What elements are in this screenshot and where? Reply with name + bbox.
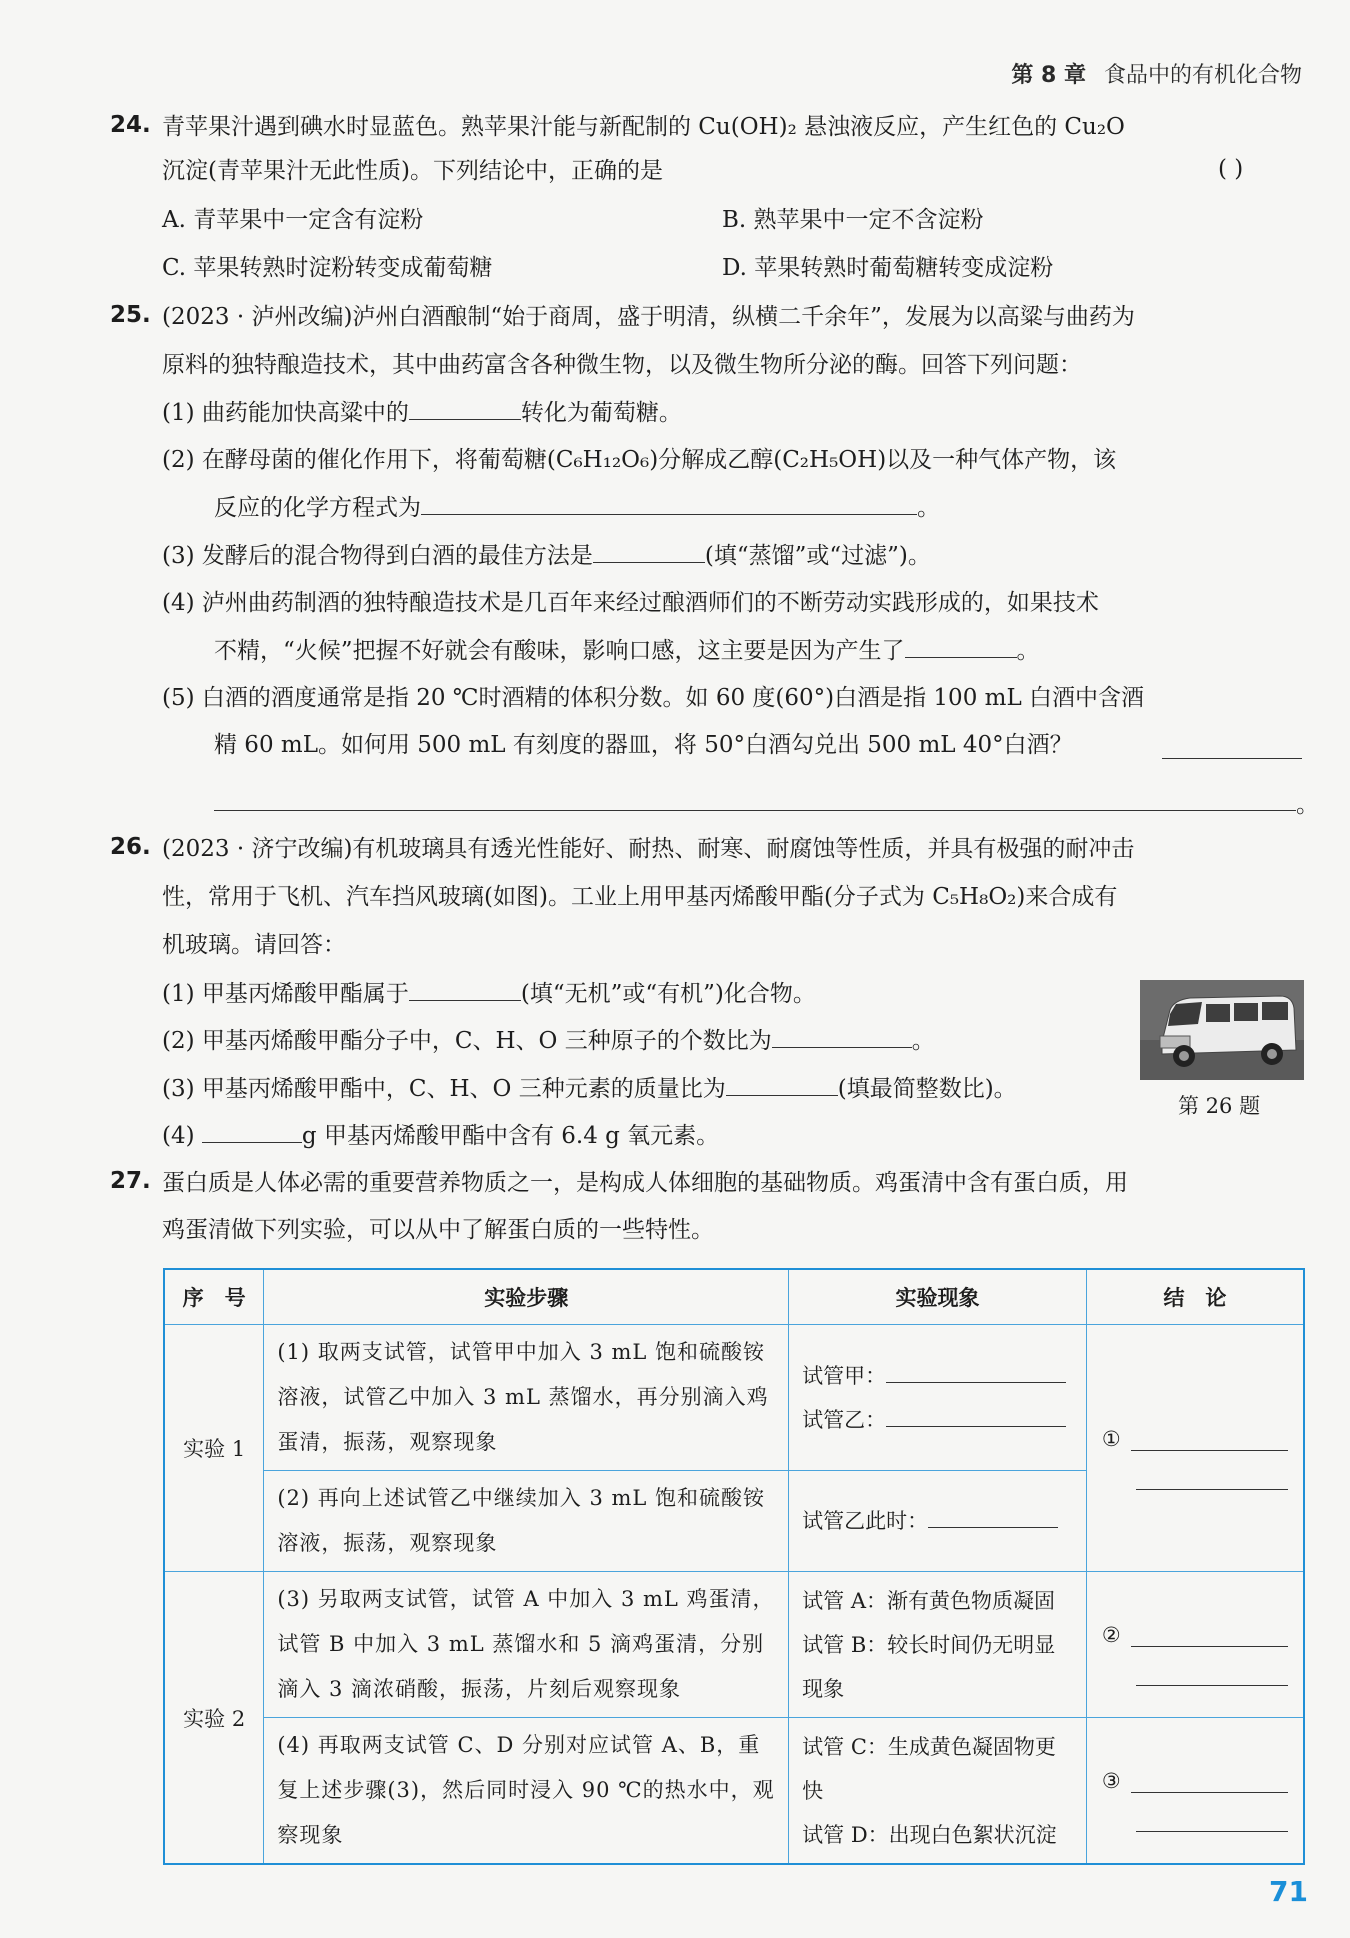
q24-answer-paren: ( ) <box>1218 156 1244 182</box>
exp1-label: 实验 1 <box>164 1325 264 1572</box>
q26-stem-line3: 机玻璃。请回答： <box>162 932 346 958</box>
q25-part5-period: 。 <box>1296 792 1319 818</box>
conclusion-2-blank-2[interactable] <box>1136 1661 1288 1686</box>
question-27-number: 27. <box>110 1168 151 1194</box>
q25-part3-text-a: (3) 发酵后的混合物得到白酒的最佳方法是 <box>162 543 593 569</box>
conclusion-2-blank[interactable] <box>1131 1622 1288 1647</box>
q25-part1-text-b: 转化为葡萄糖。 <box>520 400 682 426</box>
experiment-table <box>163 1268 1305 1865</box>
col-header-number: 序 号 <box>164 1269 264 1325</box>
q25-part2-blank[interactable] <box>421 492 917 515</box>
running-header <box>1011 58 1302 89</box>
q25-part5-blank-2[interactable] <box>214 810 1296 811</box>
step-4-text: (4) 再取两支试管 C、D 分别对应试管 A、B，重复上述步骤(3)，然后同时浸入 90 ℃的热水中，观察现象 <box>277 1733 775 1847</box>
chapter-title: 食品中的有机化合物 <box>1103 63 1302 88</box>
q26-part1-blank[interactable] <box>409 978 521 1001</box>
conclusion-3-marker: ③ <box>1101 1769 1121 1793</box>
col-header-conclusion: 结 论 <box>1086 1269 1304 1325</box>
q26-part4-blank[interactable] <box>202 1120 302 1143</box>
q25-part4-blank[interactable] <box>905 635 1017 658</box>
q25-part3 <box>162 540 931 571</box>
q25-part4-line2 <box>214 635 1040 666</box>
q26-part3-text-b: (填最简整数比)。 <box>837 1076 1017 1102</box>
obs-tube-yi-label: 试管乙： <box>802 1407 887 1432</box>
q24-stem-line2: 沉淀(青苹果汁无此性质)。下列结论中，正确的是 <box>162 158 663 184</box>
obs-tube-jia-blank[interactable] <box>886 1360 1066 1383</box>
question-25-number: 25. <box>110 302 151 328</box>
q25-part1 <box>162 397 682 428</box>
q25-part2-line2 <box>214 492 940 523</box>
page-number: 71 <box>1269 1875 1308 1908</box>
obs-tube-yi-now-label: 试管乙此时： <box>802 1509 929 1533</box>
obs-tube-c: 试管 C：生成黄色凝固物更快 <box>802 1734 1056 1803</box>
conclusion-1-marker: ① <box>1101 1426 1121 1451</box>
q26-part3-blank[interactable] <box>726 1073 838 1096</box>
q26-part2-text-b: 。 <box>911 1028 935 1054</box>
conclusion-3-blank-2[interactable] <box>1136 1807 1288 1832</box>
q24-option-b: B. 熟苹果中一定不含淀粉 <box>722 207 984 233</box>
step-1-text: (1) 取两支试管，试管甲中加入 3 mL 饱和硫酸铵溶液，试管乙中加入 3 mL 蒸馏水，再分别滴入鸡蛋清，振荡，观察现象 <box>277 1340 769 1454</box>
q24-option-a: A. 青苹果中一定含有淀粉 <box>162 207 424 233</box>
conclusion-3-blank[interactable] <box>1131 1768 1288 1793</box>
q24-stem-line1: 青苹果汁遇到碘水时显蓝色。熟苹果汁能与新配制的 Cu(OH)₂ 悬浊液反应，产生红色的 Cu₂O <box>162 114 1125 140</box>
q26-part4-text-a: (4) <box>162 1123 195 1149</box>
table-row <box>164 1572 1304 1718</box>
q27-stem-line1: 蛋白质是人体必需的重要营养物质之一，是构成人体细胞的基础物质。鸡蛋清中含有蛋白质，用 <box>162 1170 1128 1196</box>
col-header-steps: 实验步骤 <box>264 1269 789 1325</box>
q25-part2-text: 反应的化学方程式为 <box>214 495 421 521</box>
q26-part3 <box>162 1073 1017 1104</box>
obs-tube-yi-blank[interactable] <box>886 1404 1066 1427</box>
q26-stem-line2: 性，常用于飞机、汽车挡风玻璃(如图)。工业上用甲基丙烯酸甲酯(分子式为 C₅H₈O₂)来合成有 <box>162 884 1118 910</box>
q25-part3-text-b: (填“蒸馏”或“过滤”)。 <box>704 543 931 569</box>
q26-part2 <box>162 1025 935 1056</box>
van-photo <box>1140 980 1304 1080</box>
col-header-phenomena: 实验现象 <box>789 1269 1087 1325</box>
q26-part1 <box>162 978 816 1009</box>
q26-part4-text-b: g 甲基丙烯酸甲酯中含有 6.4 g 氧元素。 <box>301 1123 720 1149</box>
conclusion-2-marker: ② <box>1101 1623 1121 1647</box>
q26-part3-text-a: (3) 甲基丙烯酸甲酯中，C、H、O 三种元素的质量比为 <box>162 1076 726 1102</box>
q26-stem-line1: (2023 · 济宁改编)有机玻璃具有透光性能好、耐热、耐寒、耐腐蚀等性质，并具有极强的耐冲击 <box>162 836 1135 862</box>
conclusion-1-blank[interactable] <box>1131 1426 1288 1451</box>
q25-part2-period: 。 <box>917 495 940 521</box>
obs-tube-b: 试管 B：较长时间仍无明显现象 <box>802 1632 1056 1701</box>
q25-part2-line1: (2) 在酵母菌的催化作用下，将葡萄糖(C₆H₁₂O₆)分解成乙醇(C₂H₅OH)以及一种气体产物，该 <box>162 447 1117 473</box>
obs-tube-d: 试管 D：出现白色絮状沉淀 <box>802 1822 1057 1847</box>
obs-tube-jia-label: 试管甲： <box>802 1363 887 1388</box>
q24-option-d: D. 苹果转熟时葡萄糖转变成淀粉 <box>722 255 1054 281</box>
figure-caption: 第 26 题 <box>1178 1094 1261 1118</box>
exp2-label: 实验 2 <box>164 1572 264 1865</box>
q25-part5-line2: 精 60 mL。如何用 500 mL 有刻度的器皿，将 50°白酒勾兑出 500 mL 40°白酒？ <box>214 732 1073 758</box>
obs-tube-yi-now-blank[interactable] <box>928 1505 1058 1528</box>
q25-part1-blank[interactable] <box>409 397 521 420</box>
q25-part4-line1: (4) 泸州曲药制酒的独特酿造技术是几百年来经过酿酒师们的不断劳动实践形成的，如果技术 <box>162 590 1099 616</box>
table-header-row <box>164 1269 1304 1325</box>
q25-part5-blank-1[interactable] <box>1162 758 1302 759</box>
q25-stem-line2: 原料的独特酿造技术，其中曲药富含各种微生物，以及微生物所分泌的酶。回答下列问题： <box>162 352 1082 378</box>
q25-part4-text: 不精，“火候”把握不好就会有酸味，影响口感，这主要是因为产生了 <box>214 638 905 664</box>
q25-stem-line1: (2023 · 泸州改编)泸州白酒酿制“始于商周，盛于明清，纵横二千余年”，发展为以高粱与曲药为 <box>162 304 1135 330</box>
q26-part1-text-a: (1) 甲基丙烯酸甲酯属于 <box>162 981 409 1007</box>
q26-part1-text-b: (填“无机”或“有机”)化合物。 <box>520 981 816 1007</box>
q26-part4 <box>162 1120 719 1151</box>
conclusion-1-blank-2[interactable] <box>1136 1465 1288 1490</box>
table-row <box>164 1718 1304 1865</box>
q27-stem-line2: 鸡蛋清做下列实验，可以从中了解蛋白质的一些特性。 <box>162 1217 714 1243</box>
q26-part2-text-a: (2) 甲基丙烯酸甲酯分子中，C、H、O 三种原子的个数比为 <box>162 1028 772 1054</box>
step-3-text: (3) 另取两支试管，试管 A 中加入 3 mL 鸡蛋清，试管 B 中加入 3 mL 蒸馏水和 5 滴鸡蛋清，分别滴入 3 滴浓硝酸，振荡，片刻后观察现象 <box>277 1587 775 1701</box>
obs-tube-a: 试管 A：渐有黄色物质凝固 <box>802 1588 1055 1613</box>
question-26-number: 26. <box>110 834 151 860</box>
obs-tube-yi <box>802 1398 1073 1442</box>
q25-part5-line1: (5) 白酒的酒度通常是指 20 ℃时酒精的体积分数。如 60 度(60°)白酒是指 100 mL 白酒中含酒 <box>162 685 1145 711</box>
question-24-number: 24. <box>110 112 151 138</box>
q25-part1-text-a: (1) 曲药能加快高粱中的 <box>162 400 409 426</box>
obs-tube-jia <box>802 1354 1073 1398</box>
chapter-number: 第 8 章 <box>1011 63 1086 88</box>
step-2-text: (2) 再向上述试管乙中继续加入 3 mL 饱和硫酸铵溶液，振荡，观察现象 <box>277 1486 766 1555</box>
table-row <box>164 1325 1304 1471</box>
q24-option-c: C. 苹果转熟时淀粉转变成葡萄糖 <box>162 255 493 281</box>
q25-part3-blank[interactable] <box>593 540 705 563</box>
q25-part4-period: 。 <box>1016 638 1040 664</box>
q26-part2-blank[interactable] <box>772 1025 912 1048</box>
